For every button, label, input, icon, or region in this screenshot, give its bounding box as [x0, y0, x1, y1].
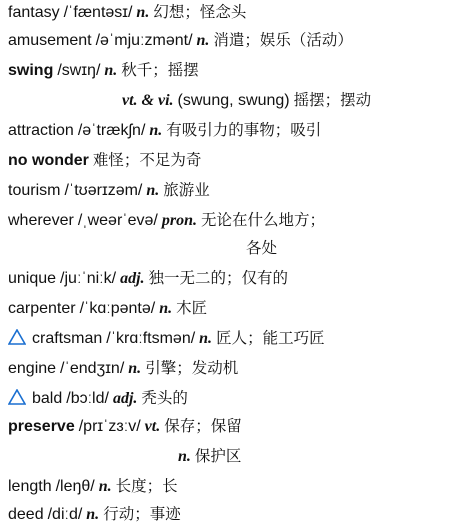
headword: no wonder [8, 152, 89, 169]
chinese-meaning: 木匠 [176, 299, 208, 317]
phonetic: /ˈkɑːpəntə/ [79, 300, 156, 317]
phonetic: /juːˈniːk/ [60, 270, 117, 287]
headword: craftsman [32, 330, 103, 347]
entry-swing-verb [122, 88, 447, 112]
chinese-meaning: 旅游业 [163, 181, 210, 199]
entry-unique [8, 266, 447, 290]
entry-craftsman [8, 326, 447, 350]
part-of-speech: n. [159, 300, 173, 317]
entry-preserve-noun [178, 444, 447, 468]
part-of-speech: n. [136, 4, 150, 21]
phonetic: /swɪŋ/ [57, 62, 101, 79]
chinese-meaning: 保存；保留 [164, 417, 242, 435]
entry-fantasy [8, 0, 447, 24]
headword: preserve [8, 418, 75, 435]
headword: unique [8, 270, 57, 287]
headword: carpenter [8, 300, 76, 317]
entry-engine [8, 356, 447, 380]
phonetic: /leŋθ/ [55, 478, 95, 495]
part-of-speech: n. [128, 360, 142, 377]
part-of-speech: vt. & vi. [122, 92, 174, 109]
chinese-meaning: 引擎；发动机 [145, 359, 239, 377]
chinese-meaning: 秋千；摇摆 [121, 61, 199, 79]
headword: tourism [8, 182, 61, 199]
entry-wherever-continued [246, 236, 447, 260]
headword: fantasy [8, 4, 60, 21]
part-of-speech: n. [196, 32, 210, 49]
part-of-speech: pron. [161, 212, 197, 229]
chinese-meaning: 消遣；娱乐（活动） [213, 31, 353, 49]
headword: wherever [8, 212, 74, 229]
chinese-meaning: 独一无二的；仅有的 [148, 269, 289, 287]
part-of-speech: n. [199, 330, 213, 347]
part-of-speech: n. [98, 478, 112, 495]
headword: bald [32, 390, 63, 407]
phonetic: /əˈmjuːzmənt/ [95, 32, 193, 49]
entry-bald [8, 386, 447, 410]
entry-carpenter [8, 296, 447, 320]
phonetic: /ˈfæntəsɪ/ [63, 4, 133, 21]
headword: attraction [8, 122, 74, 139]
phonetic: /diːd/ [47, 506, 83, 523]
verb-forms: (swung, swung) [177, 92, 290, 109]
phonetic: /ˈkrɑːftsmən/ [106, 330, 196, 347]
chinese-meaning: 摇摆；摆动 [293, 91, 372, 109]
part-of-speech: n. [86, 506, 100, 523]
phonetic: /ˌweərˈevə/ [77, 212, 158, 229]
chinese-meaning: 长度；长 [115, 477, 178, 495]
chinese-meaning: 难怪；不足为奇 [92, 151, 202, 169]
headword: deed [8, 506, 44, 523]
triangle-marker-icon [8, 329, 26, 345]
chinese-meaning: 匠人；能工巧匠 [216, 329, 325, 347]
triangle-marker-icon [8, 389, 26, 405]
headword: length [8, 478, 52, 495]
entry-no-wonder [8, 148, 447, 172]
chinese-meaning: 无论在什么地方； [200, 211, 325, 229]
part-of-speech: n. [149, 122, 163, 139]
entry-preserve [8, 414, 447, 438]
entry-wherever [8, 208, 447, 232]
entry-amusement [8, 28, 447, 52]
phonetic: /bɔːld/ [66, 390, 109, 407]
entry-attraction [8, 118, 447, 142]
chinese-meaning: 有吸引力的事物；吸引 [166, 121, 322, 139]
part-of-speech: adj. [112, 390, 138, 407]
part-of-speech: n. [178, 448, 191, 465]
entry-deed [8, 502, 447, 526]
chinese-meaning: 幻想；怪念头 [153, 3, 247, 21]
headword: engine [8, 360, 57, 377]
chinese-meaning: 保护区 [194, 447, 242, 465]
chinese-meaning: 各处 [246, 239, 278, 257]
headword: amusement [8, 32, 92, 49]
phonetic: /əˈtrækʃn/ [77, 122, 146, 139]
phonetic: /prɪˈzɜːv/ [78, 418, 141, 435]
phonetic: /ˈtʊərɪzəm/ [64, 182, 143, 199]
part-of-speech: n. [104, 62, 118, 79]
part-of-speech: vt. [144, 418, 161, 435]
chinese-meaning: 秃头的 [141, 389, 188, 407]
entry-tourism [8, 178, 447, 202]
part-of-speech: adj. [120, 270, 145, 287]
phonetic: /ˈendʒɪn/ [60, 360, 125, 377]
headword: swing [8, 62, 54, 79]
entry-swing [8, 58, 447, 82]
part-of-speech: n. [146, 182, 160, 199]
chinese-meaning: 行动；事迹 [103, 505, 181, 523]
entry-length [8, 474, 447, 498]
